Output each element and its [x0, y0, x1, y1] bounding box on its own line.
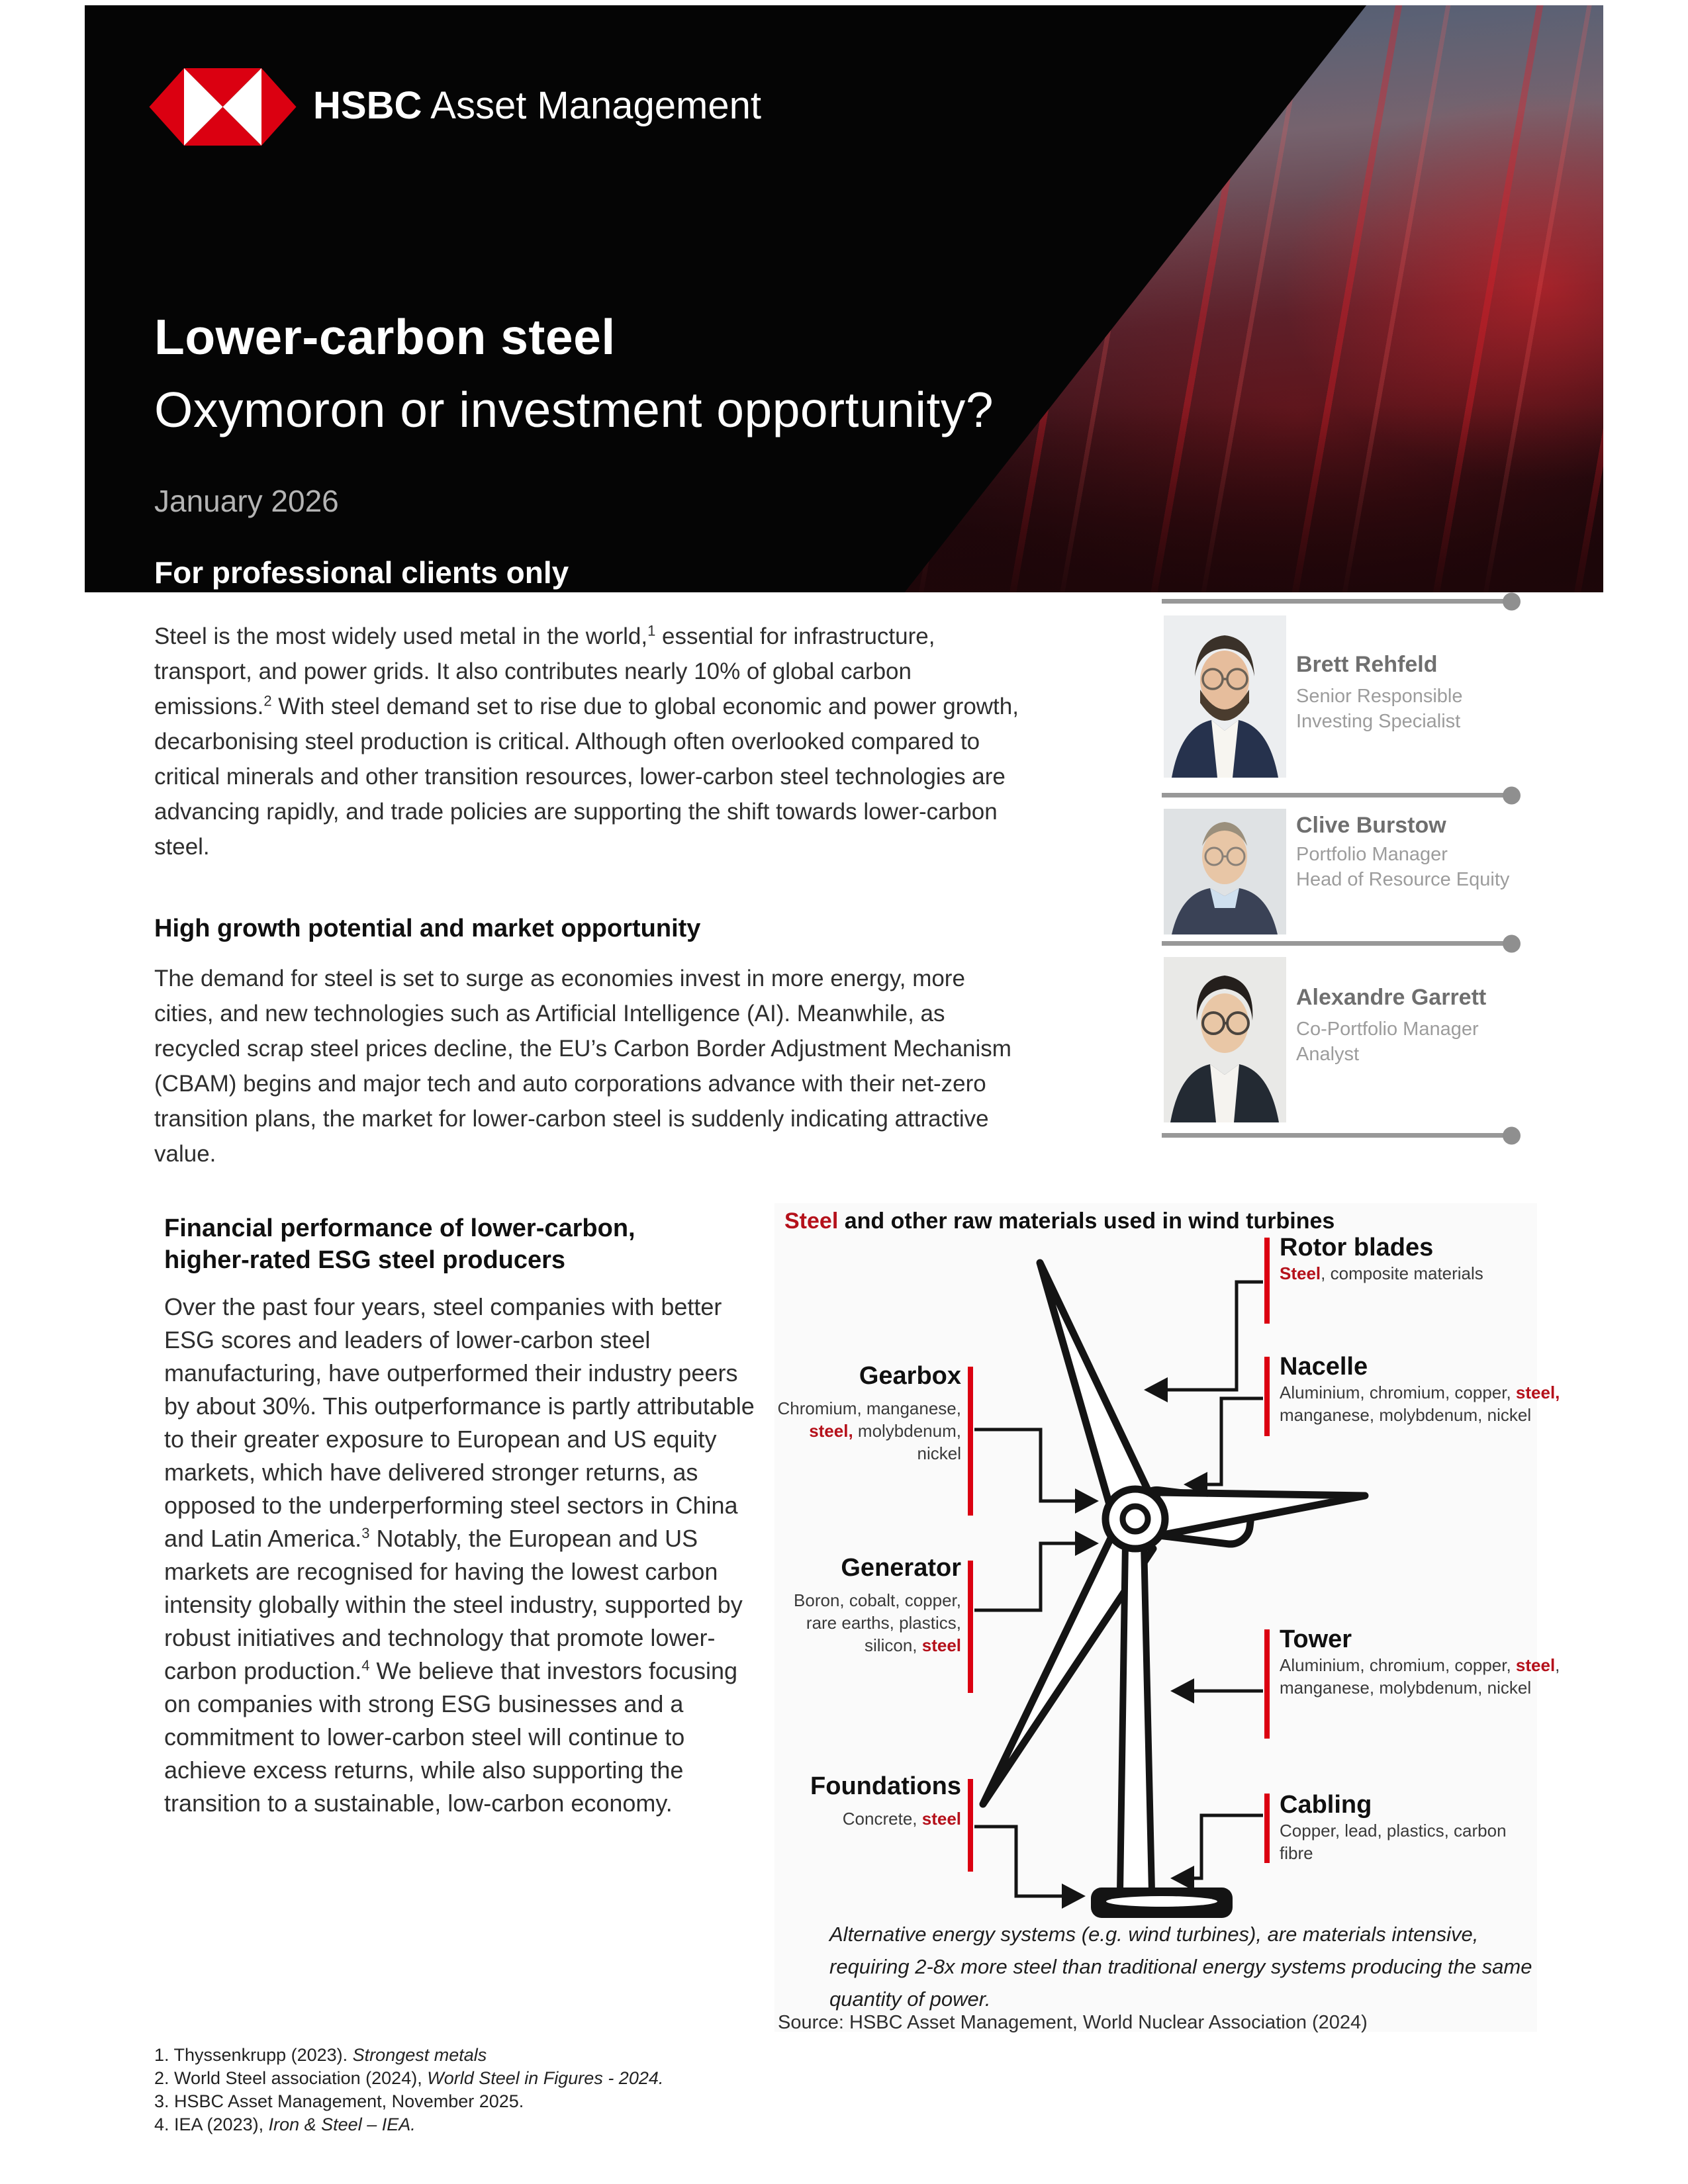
author-role-line: Senior Responsible [1296, 686, 1463, 707]
label-nacelle [1280, 1353, 1591, 1426]
footnote-ref-4: 4 [361, 1657, 370, 1674]
footnote-italic: Strongest metals [352, 2045, 487, 2065]
leftcol-heading-line2: higher-rated ESG steel producers [164, 1246, 566, 1274]
turbine-tower [1120, 1543, 1152, 1891]
label-title: Nacelle [1280, 1353, 1368, 1381]
material-steel: steel [1515, 1655, 1556, 1675]
material-rest: , composite materials [1321, 1263, 1483, 1283]
footnote-3 [154, 2090, 663, 2113]
footnote-2 [154, 2067, 663, 2090]
material-steel: steel [921, 1635, 961, 1655]
intro-text-3: With steel demand set to rise due to global economic and power growth, decarbonising steel production is critical. Although often overlooked compared to critical minerals and other transition resources, lower-carbon steel technologies are advancing rapidly, and trade policies are supporting the shift towards lower-carbon steel. [154, 694, 1019, 860]
material-rest: molybdenum, [853, 1421, 961, 1441]
material-rest: Copper, lead, plastics, carbon [1280, 1821, 1507, 1841]
author-role [1296, 842, 1509, 892]
page-subtitle: Oxymoron or investment opportunity? [154, 382, 994, 437]
section-heading-growth: High growth potential and market opportunity [154, 915, 701, 942]
label-tower [1280, 1625, 1591, 1699]
gearbox-redbar [968, 1367, 973, 1516]
author-name: Clive Burstow [1296, 813, 1446, 838]
author-name: Brett Rehfeld [1296, 652, 1438, 677]
figure-source: Source: HSBC Asset Management, World Nuclear Association (2024) [778, 2012, 1368, 2033]
footnote-italic: Iron & Steel – IEA. [268, 2115, 416, 2134]
label-title: Foundations [810, 1772, 961, 1800]
footnote-text: 1. Thyssenkrupp (2023). [154, 2045, 353, 2065]
leftcol-heading [164, 1212, 635, 1276]
footnote-1 [154, 2044, 663, 2067]
leftcol-heading-line1: Financial performance of lower-carbon, [164, 1214, 635, 1242]
footnote-text: 2. World Steel association (2024), [154, 2068, 428, 2088]
label-foundations [663, 1772, 961, 1830]
intro-text-2: essential for infrastructure, transport, and power grids. It also contributes nearly 10% of global carbon emissions. [154, 623, 935, 719]
leftcol-text-2: Notably, the European and US markets are recognised for having the lowest carbon intensity globally within the steel industry, supported by robust initiatives and technology that promote lower-carbon production. [164, 1525, 743, 1684]
publication-date: January 2026 [154, 484, 339, 518]
footnote-text: 3. HSBC Asset Management, November 2025. [154, 2091, 524, 2111]
material-rest: Concrete, [842, 1809, 922, 1829]
material-rest: manganese, molybdenum, nickel [1280, 1405, 1532, 1425]
generator-redbar [968, 1561, 973, 1693]
foundations-redbar [968, 1779, 973, 1872]
author-divider-1 [1162, 599, 1511, 604]
rotor-redbar [1264, 1238, 1270, 1324]
hsbc-hexagon-icon [149, 68, 297, 146]
material-steel: steel, [809, 1421, 853, 1441]
author-role-line: Co-Portfolio Manager [1296, 1019, 1479, 1040]
footnote-4 [154, 2113, 663, 2136]
logo-wordmark [313, 83, 761, 128]
material-rest: Chromium, manganese, [777, 1398, 961, 1418]
footnote-ref-1: 1 [647, 622, 656, 639]
label-rotor-blades [1280, 1234, 1591, 1285]
figure-title-rest: and other raw materials used in wind turbines [838, 1208, 1335, 1234]
intro-text-1: Steel is the most widely used metal in the world, [154, 623, 648, 649]
label-title: Tower [1280, 1625, 1352, 1653]
author-role-line: Analyst [1296, 1044, 1360, 1065]
material-steel: steel, [1515, 1383, 1560, 1402]
footnote-italic: World Steel in Figures - 2024. [427, 2068, 664, 2088]
author-photo-clive [1164, 809, 1286, 934]
label-gearbox [663, 1362, 961, 1465]
material-rest: Aluminium, chromium, copper, [1280, 1383, 1516, 1402]
author-role-line: Investing Specialist [1296, 711, 1461, 732]
nacelle-redbar [1264, 1357, 1270, 1436]
avatar-alexandre [1164, 957, 1286, 1122]
label-title: Gearbox [859, 1362, 961, 1390]
rotor-blade-right [1156, 1492, 1365, 1535]
footnote-ref-3: 3 [361, 1525, 370, 1541]
growth-paragraph: The demand for steel is set to surge as economies invest in more energy, more cities, and new technologies such as Artificial Intelligence (AI). Meanwhile, as recycled scrap steel prices decline, the EU’s Carbon Border Adjustment Mechanism (CBAM) begins and major tech and auto corporations advance with their net-zero transition plans, the market for lower-carbon steel is suddenly indicating attractive value. [154, 966, 1011, 1167]
footnote-text: 4. IEA (2023), [154, 2115, 269, 2134]
label-cabling [1280, 1791, 1591, 1864]
header-banner [85, 5, 1603, 592]
rotor-blade-top [1040, 1263, 1152, 1514]
author-divider-4 [1162, 1133, 1511, 1138]
footnote-ref-2: 2 [263, 692, 272, 709]
footnotes [154, 2044, 663, 2136]
label-title: Rotor blades [1280, 1234, 1434, 1261]
material-rest: Boron, cobalt, copper, [794, 1590, 961, 1610]
material-rest: manganese, molybdenum, nickel [1280, 1678, 1532, 1698]
page-title: Lower-carbon steel [154, 309, 616, 365]
label-generator [663, 1554, 961, 1657]
material-steel: Steel [1280, 1263, 1321, 1283]
author-name: Alexandre Garrett [1296, 985, 1487, 1010]
audience-note: For professional clients only [154, 555, 569, 590]
intro-paragraph [154, 619, 1021, 864]
tower-redbar [1264, 1629, 1270, 1739]
material-rest: fibre [1280, 1843, 1313, 1863]
author-divider-3 [1162, 941, 1511, 946]
leftcol-text-1: Over the past four years, steel companies with better ESG scores and leaders of lower-carbon steel manufacturing, have outperformed their industry peers by about 30%. This outperformance is partly attributable to their greater exposure to European and US equity markets, which have delivered stronger returns, as opposed to the underperforming steel sectors in China and Latin America. [164, 1293, 755, 1552]
material-steel: steel [921, 1809, 961, 1829]
label-title: Generator [841, 1554, 961, 1582]
figure-title-steel: Steel [784, 1208, 839, 1234]
avatar-brett [1164, 615, 1286, 778]
logo-asset-management: Asset Management [422, 84, 761, 127]
author-role [1296, 1017, 1479, 1067]
material-rest: rare earths, plastics, [806, 1613, 961, 1633]
author-photo-alexandre [1164, 957, 1286, 1122]
figure-caption: Alternative energy systems (e.g. wind turbines), are materials intensive, requiring 2-8x more steel than traditional energy systems producing the same quantity of power. [829, 1923, 1532, 2011]
author-photo-brett [1164, 615, 1286, 778]
material-rest: , [1555, 1655, 1560, 1675]
author-role [1296, 684, 1462, 734]
leftcol-text-3: We believe that investors focusing on companies with strong ESG businesses and a commitment to lower-carbon steel will continue to achieve excess returns, while also supporting the transition to a sustainable, low-carbon economy. [164, 1657, 738, 1817]
material-rest: silicon, [865, 1635, 922, 1655]
author-role-line: Head of Resource Equity [1296, 869, 1510, 890]
avatar-clive [1164, 809, 1286, 934]
author-role-line: Portfolio Manager [1296, 844, 1448, 865]
material-rest: nickel [917, 1443, 961, 1463]
author-divider-2 [1162, 793, 1511, 797]
cabling-redbar [1264, 1794, 1270, 1863]
logo-hsbc: HSBC [313, 84, 422, 127]
material-rest: Aluminium, chromium, copper, [1280, 1655, 1516, 1675]
label-title: Cabling [1280, 1791, 1372, 1819]
